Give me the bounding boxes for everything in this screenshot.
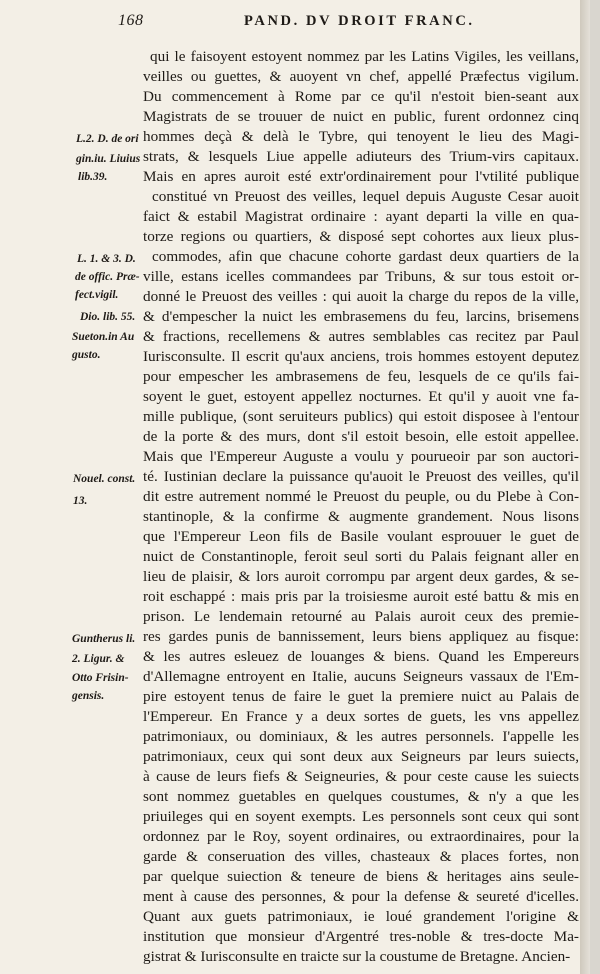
margin-notes: [0, 0, 150, 974]
margin-note: lib.39.: [78, 171, 108, 183]
text-line: qui le faisoyent estoyent nommez par les Latins Vigiles, les veillans,: [150, 48, 579, 65]
text-line: constitué vn Preuost des veilles, lequel depuis Auguste Cesar auoit: [152, 188, 579, 205]
margin-note: gusto.: [72, 349, 101, 361]
text-line: nuict de Constantinople, feroit seul sorti du Palais feignant aller en: [143, 548, 579, 565]
text-line: ordonnez par le Roy, soyent ordinaires, ou extraordinaires, pour la: [143, 828, 579, 845]
margin-note: fect.vigil.: [75, 289, 119, 301]
text-line: ville, estans icelles commandees par Tribuns, & sur tous estoit or-: [143, 268, 579, 285]
text-line: torze regions ou quartiers, & disposé sept cohortes aux lieux plus-: [143, 228, 579, 245]
margin-note: L. 1. & 3. D.: [77, 253, 136, 265]
text-line: que l'Empereur Leon fils de Basile voulant esprouuer le guet de: [143, 528, 579, 545]
text-line: Du commencement à Rome par ce qu'il n'estoit bien-seant aux: [143, 88, 579, 105]
text-line: de la porte & des murs, dont s'il estoit besoin, elle estoit appellee.: [143, 428, 579, 445]
text-line: & fractions, recellemens & autres semblables cas recitez par Paul: [143, 328, 579, 345]
text-line: patrimoniaux, ou dominiaux, & les autres personnels. I'appelle les: [143, 728, 579, 745]
text-line: Mais que l'Empereur Auguste a voulu y pourueoir par son auctori-: [143, 448, 579, 465]
margin-note: Dio. lib. 55.: [80, 311, 136, 323]
margin-note: Nouel. const.: [73, 473, 136, 485]
text-line: priuileges qui en soyent exempts. Les personnels sont ceux qui sont: [143, 808, 579, 825]
margin-note: gin.iu. Liuius: [76, 153, 141, 165]
text-line: donné le Preuost des veilles : qui auoit la charge du repos de la ville,: [143, 288, 579, 305]
text-line: par quelque suiection & teneure de biens & heritages ains seule-: [143, 868, 579, 885]
running-title: PAND. DV DROIT FRANC.: [244, 13, 475, 29]
text-line: stantinople, & la confirme & augmente grandement. Nous lisons: [143, 508, 579, 525]
text-line: patrimoniaux, ceux qui sont deux aux Seigneurs par leurs suiects,: [143, 748, 579, 765]
text-line: té. Iustinian declare la puissance qu'auoit le Preuost des veilles, qu'il: [143, 468, 579, 485]
text-line: Quant aux guets patrimoniaux, ie loué grandement l'origine &: [143, 908, 579, 925]
text-line: garde & conseruation des villes, chasteaux & places fortes, non: [143, 848, 579, 865]
text-line: strats, & lesquels Liue appelle adiuteurs des Trium-virs capitaux.: [143, 148, 579, 165]
page-number: 168: [118, 12, 144, 29]
text-line: soyent le guet, estoyent appellez nocturnes. Et qu'il y auoit vne fa-: [143, 388, 579, 405]
text-line: institution que monsieur d'Argentré tres-noble & tres-docte Ma-: [143, 928, 579, 945]
text-line: pour empescher les ambrasemens de feu, lesquels de ce qu'ils fai-: [143, 368, 579, 385]
text-line: & d'empescher la nuict les embrasemens du feu, larcins, brisemens: [143, 308, 579, 325]
text-line: Iurisconsulte. Il escrit qu'aux anciens, trois hommes estoyent deputez: [143, 348, 579, 365]
text-line: pire estoyent tenus de faire le guet la premiere nuict au Palais de: [143, 688, 579, 705]
text-line: sont nommez guetables en quelques coustumes, & n'y a que les: [143, 788, 579, 805]
margin-note: L.2. D. de ori: [76, 133, 139, 145]
text-line: l'Empereur. En France y a deux sortes de guets, les vns appellez: [143, 708, 579, 725]
text-line: à cause de leurs fiefs & Seigneuries, & pour ceste cause les suiects: [143, 768, 579, 785]
text-line: roit eschappé : mais pris par la troisiesme auroit esté battu & mis en: [143, 588, 579, 605]
margin-note: 13.: [73, 495, 88, 507]
text-line: Magistrats de se trouuer de nuict en public, furent ordonnez cinq: [143, 108, 579, 125]
margin-note: de offic. Præ-: [75, 271, 140, 283]
text-line: mille publique, (sont seruiteurs publics) qui estoit disposee à l'entour: [143, 408, 579, 425]
text-line: d'Allemagne entroyent en Italie, aucuns Seigneurs vassaux de l'Em-: [143, 668, 579, 685]
margin-note: Sueton.in Au: [72, 331, 135, 343]
text-line: res gardes punis de bannissement, leurs biens appliquez au fisque:: [143, 628, 579, 645]
text-line: lieu de plaisir, & lors auroit corrompu par argent deux gardes, & se-: [143, 568, 579, 585]
text-line: gistrat & Iurisconsulte en traicte sur la coustume de Bretagne. Ancien-: [143, 948, 571, 965]
text-line: ment à cause des personnes, & pour la defense & seureté d'icelles.: [143, 888, 579, 905]
margin-note: Guntherus li.: [72, 633, 136, 645]
margin-note: Otto Frisin-: [72, 672, 129, 684]
text-line: dit estre autrement nommé le Preuost du peuple, ou du Plebe à Con-: [143, 488, 579, 505]
text-line: veilles ou guettes, & auoyent vn chef, appellé Præfectus vigilum.: [143, 68, 579, 85]
margin-note: gensis.: [72, 690, 105, 702]
text-line: & les autres esleuez de louanges & biens. Quand les Empereurs: [143, 648, 579, 665]
text-line: prison. Le lendemain retourné au Palais auroit ceux des premie-: [143, 608, 579, 625]
text-line: commodes, afin que chacune cohorte gardast deux quartiers de la: [152, 248, 579, 265]
margin-note: 2. Ligur. &: [72, 653, 125, 665]
text-line: hommes deçà & delà le Tybre, qui tenoyent le lieu des Magi-: [143, 128, 579, 145]
text-line: faict & estabil Magistrat ordinaire : ayant departi la ville en qua-: [143, 208, 579, 225]
text-line: Mais en apres auroit esté extr'ordinairement pour l'vtilité publique: [143, 168, 579, 185]
